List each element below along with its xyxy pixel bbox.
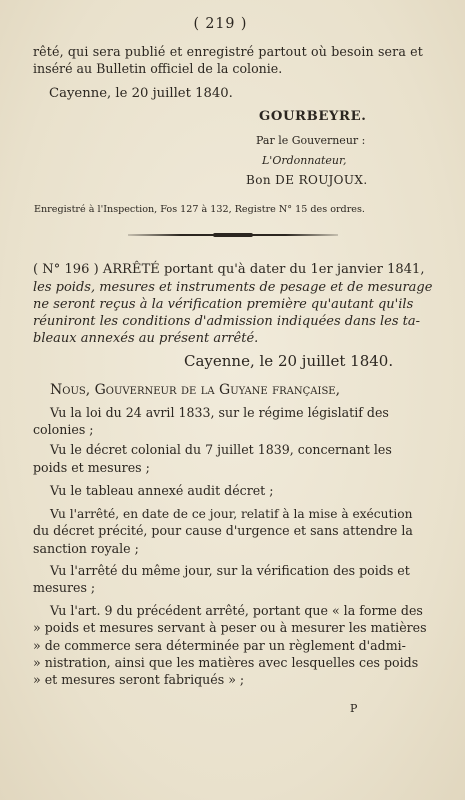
body-line: sanction royale ; [33, 541, 139, 556]
body-line: Vu le décret colonial du 7 juillet 1839, concernant les [50, 442, 392, 457]
arrete-title-line: ne seront reçus à la vérification première qu'autant qu'ils [33, 297, 414, 312]
ordonnateur-label: L'Ordonnateur, [262, 154, 347, 167]
arrete-title-line: réuniront les conditions d'admission indiquées dans les ta- [33, 314, 421, 329]
signature-roujoux: Bon DE ROUJOUX. [246, 173, 368, 187]
body-line: colonies ; [33, 422, 94, 437]
arrete-title-line: ( N° 196 ) ARRÊTÉ portant qu'à dater du 1er janvier 1841, [33, 262, 425, 277]
registration-note: Enregistré à l'Inspection, Fos 127 à 132, Registre N° 15 des ordres. [34, 204, 365, 215]
body-line: » nistration, ainsi que les matières avec lesquelles ces poids [33, 655, 419, 670]
arrete-dateline: Cayenne, le 20 juillet 1840. [184, 352, 394, 370]
arrete-title-line: bleaux annexés au présent arrêté. [33, 331, 259, 346]
body-line: Vu la loi du 24 avril 1833, sur le régime législatif des [50, 405, 389, 420]
body-line: » et mesures seront fabriqués » ; [33, 672, 245, 687]
signature-gourbeyre: GOURBEYRE. [259, 109, 367, 124]
preamble: Nous, Gouverneur de la Guyane française, [50, 382, 341, 398]
dateline: Cayenne, le 20 juillet 1840. [49, 86, 233, 101]
catchword: P [350, 702, 358, 715]
body-line: Vu l'art. 9 du précédent arrêté, portant que « la forme des [50, 603, 423, 618]
arrete-title-line: les poids, mesures et instruments de pesage et de mesurage [33, 280, 433, 295]
par-le-gouverneur: Par le Gouverneur : [256, 134, 366, 147]
body-line: mesures ; [33, 580, 96, 595]
body-line: » de commerce sera déterminée par un règlement d'admi- [33, 638, 406, 653]
body-line: Vu le tableau annexé audit décret ; [50, 483, 274, 498]
intro-line: rêté, qui sera publié et enregistré partout où besoin sera et [33, 44, 423, 59]
body-line: Vu l'arrêté du même jour, sur la vérification des poids et [50, 563, 410, 578]
section-divider [128, 234, 338, 236]
body-line: du décret précité, pour cause d'urgence et sans attendre la [33, 523, 413, 538]
body-line: Vu l'arrêté, en date de ce jour, relatif à la mise à exécution [50, 507, 413, 521]
body-line: » poids et mesures servant à peser ou à mesurer les matières [33, 620, 427, 635]
body-line: poids et mesures ; [33, 460, 150, 475]
page-number: ( 219 ) [193, 14, 248, 32]
intro-line: inséré au Bulletin officiel de la colonie. [33, 61, 283, 76]
